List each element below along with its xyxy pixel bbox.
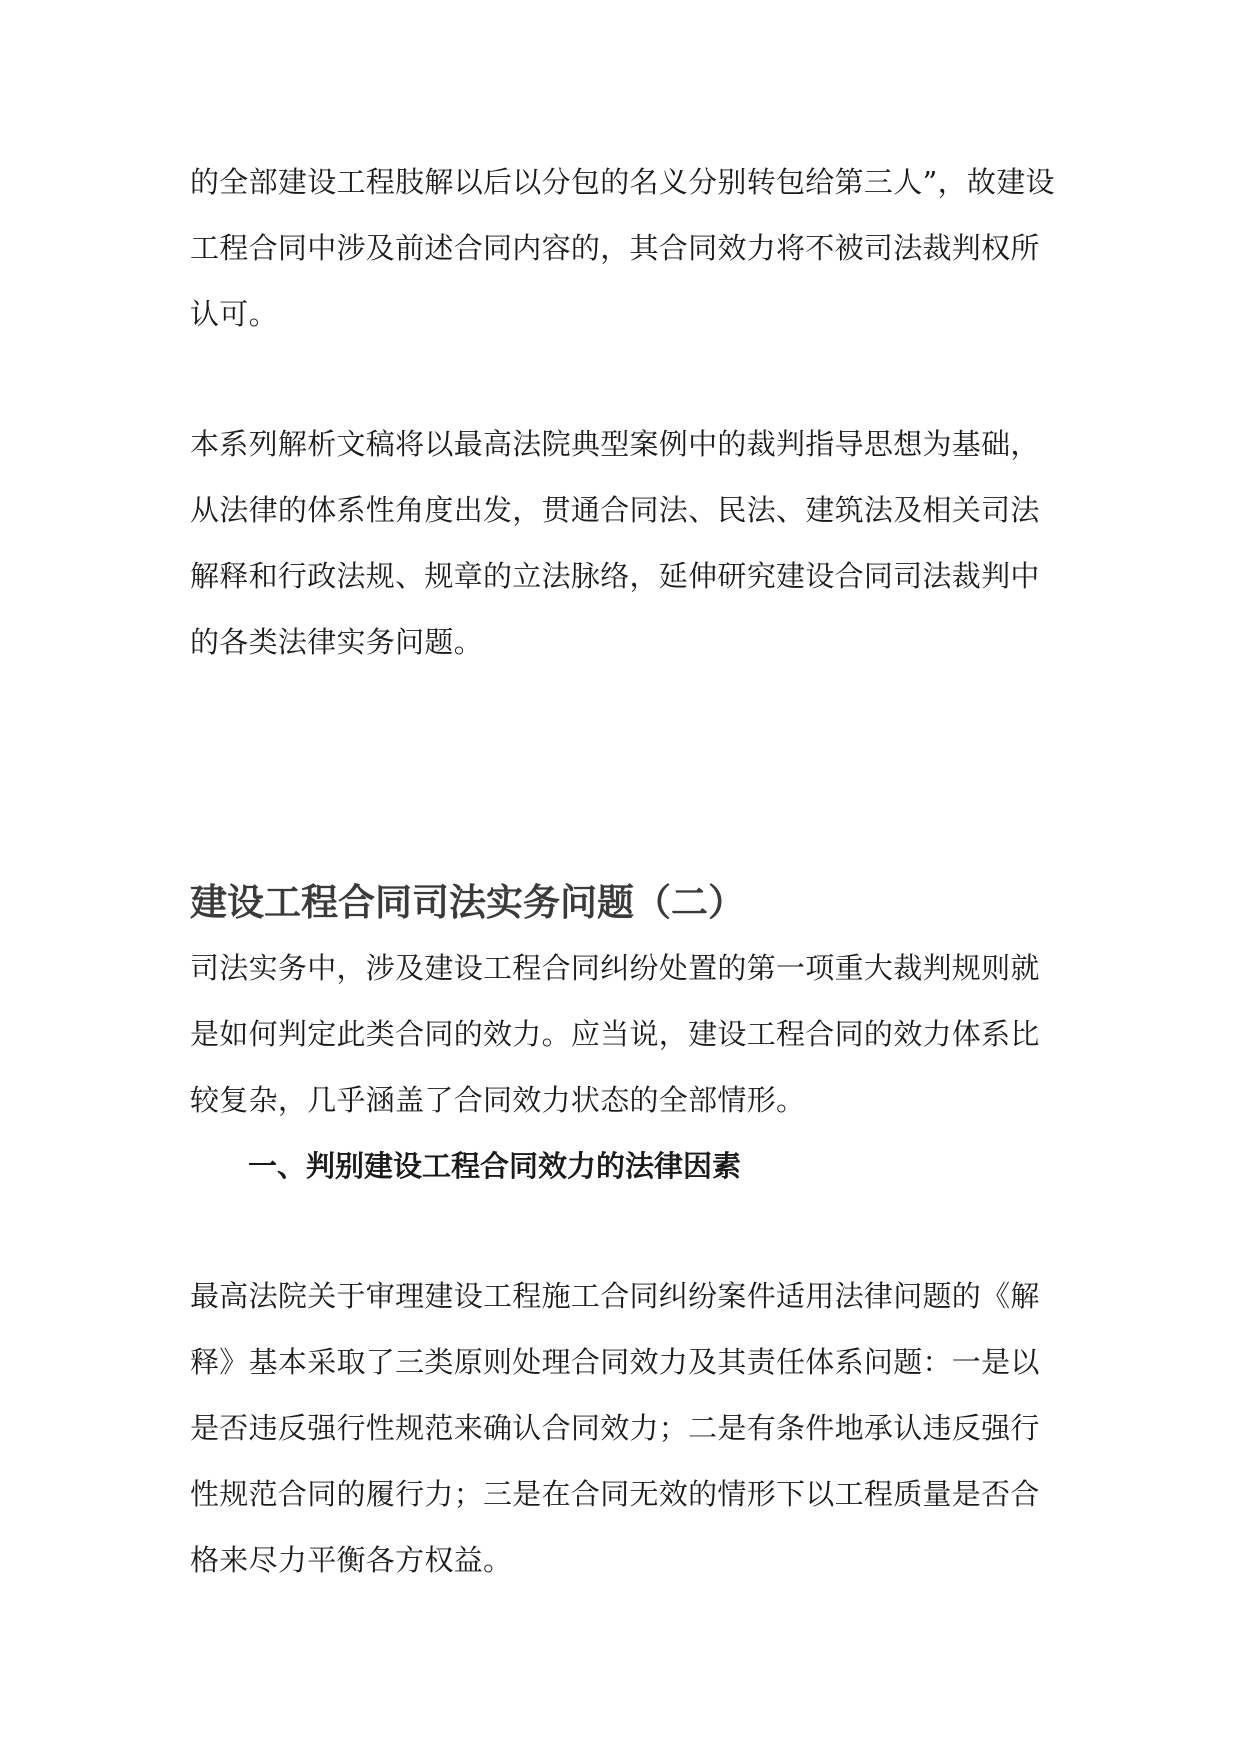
paragraph-4-line-2: 释》基本采取了三类原则处理合同效力及其责任体系问题：一是以: [190, 1345, 1040, 1379]
paragraph-2-line-3: 解释和行政法规、规章的立法脉络，延伸研究建设合同司法裁判中: [190, 559, 1040, 593]
paragraph-1-line-2: 工程合同中涉及前述合同内容的，其合同效力将不被司法裁判权所: [190, 231, 1040, 265]
subheading: 一、判别建设工程合同效力的法律因素: [248, 1149, 742, 1183]
paragraph-4-line-5: 格来尽力平衡各方权益。: [190, 1543, 513, 1577]
paragraph-2-line-1: 本系列解析文稿将以最高法院典型案例中的裁判指导思想为基础，: [190, 427, 1040, 461]
paragraph-2-line-4: 的各类法律实务问题。: [190, 625, 484, 659]
paragraph-4-line-3: 是否违反强行性规范来确认合同效力；二是有条件地承认违反强行: [190, 1411, 1040, 1445]
paragraph-1-line-3: 认可。: [190, 297, 278, 331]
paragraph-2-line-2: 从法律的体系性角度出发，贯通合同法、民法、建筑法及相关司法: [190, 493, 1040, 527]
paragraph-4-line-1: 最高法院关于审理建设工程施工合同纠纷案件适用法律问题的《解: [190, 1279, 1040, 1313]
section-heading: 建设工程合同司法实务问题（二）: [190, 880, 745, 924]
paragraph-3-line-3: 较复杂，几乎涵盖了合同效力状态的全部情形。: [190, 1083, 806, 1117]
paragraph-3-line-2: 是如何判定此类合同的效力。应当说，建设工程合同的效力体系比: [190, 1017, 1040, 1051]
paragraph-3-line-1: 司法实务中，涉及建设工程合同纠纷处置的第一项重大裁判规则就: [190, 951, 1040, 985]
paragraph-1-line-1: 的全部建设工程肢解以后以分包的名义分别转包给第三人”，故建设: [190, 165, 1055, 199]
paragraph-4-line-4: 性规范合同的履行力；三是在合同无效的情形下以工程质量是否合: [190, 1477, 1040, 1511]
